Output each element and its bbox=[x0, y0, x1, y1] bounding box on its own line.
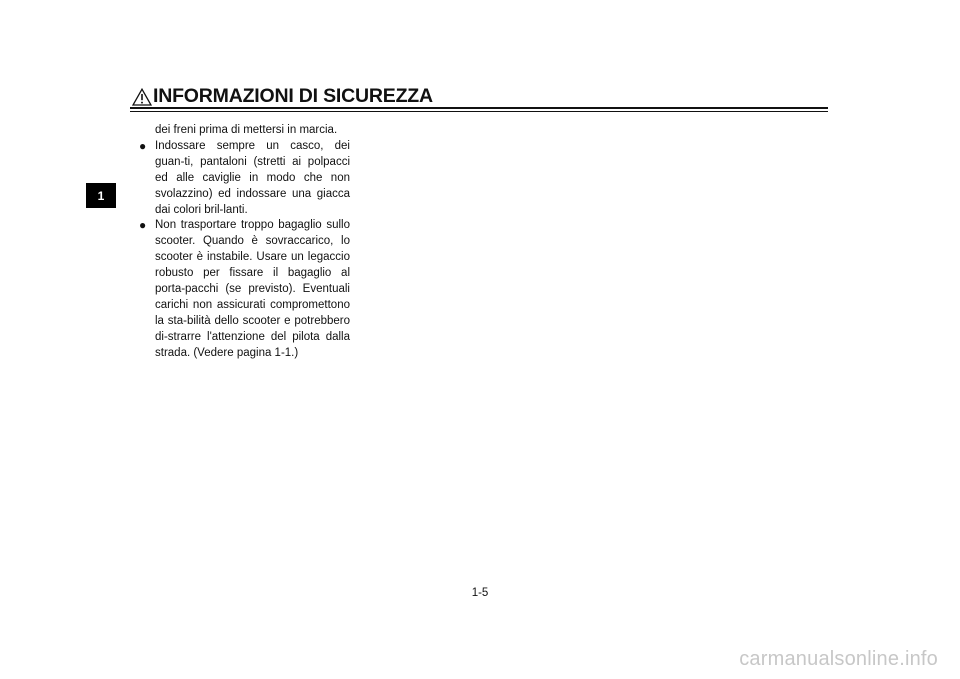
warning-triangle-icon bbox=[132, 88, 152, 106]
body-text bbox=[139, 123, 350, 362]
intro-line: dei freni prima di mettersi in marcia. bbox=[155, 124, 338, 136]
bullet-text: Non trasportare troppo bagaglio sullo scooter. Quando è sovraccarico, lo scooter è instabile. Usare un legaccio robusto per fissare il bagaglio al porta-pacchi (se previsto). Eventuali carichi non assicurati compromettono la sta-bilità dello scooter e potrebbero di-strarre l'attenzione del pilota dalla strada. (Vedere pagina 1-1.) bbox=[155, 219, 350, 359]
page-number: 1-5 bbox=[471, 587, 489, 599]
page-title: INFORMAZIONI DI SICUREZZA bbox=[153, 85, 433, 107]
page-header bbox=[132, 87, 433, 107]
watermark: carmanualsonline.info bbox=[739, 648, 938, 670]
bullet-icon: ● bbox=[139, 218, 147, 233]
chapter-tab bbox=[86, 183, 116, 208]
chapter-number: 1 bbox=[97, 188, 105, 203]
header-rule-thick bbox=[130, 107, 828, 109]
bullet-item bbox=[139, 218, 350, 361]
header-rule-thin bbox=[130, 111, 828, 112]
bullet-icon: ● bbox=[139, 138, 147, 153]
bullet-text: Indossare sempre un casco, dei guan-ti, pantaloni (stretti ai polpacci ed alle caviglie in modo che non svolazzino) ed indossare una giacca dai colori bril-lanti. bbox=[155, 139, 350, 216]
bullet-item bbox=[139, 139, 350, 219]
